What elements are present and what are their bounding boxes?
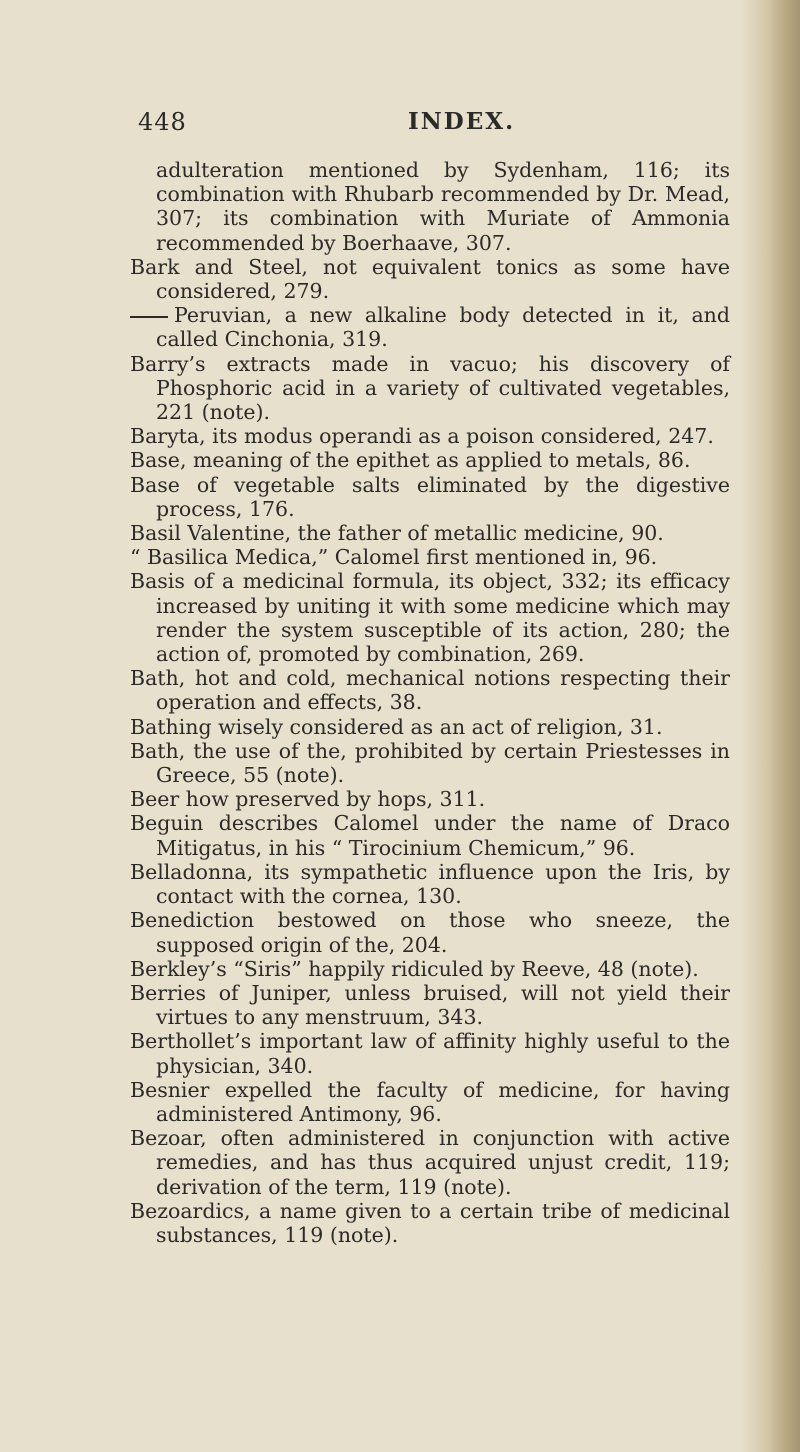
index-entry: Basil Valentine, the father of metallic medicine, 90. <box>130 521 664 546</box>
index-entry: Bezoardics, a name given to a certain tribe of medicinal substances, 119 (note). <box>130 1198 730 1247</box>
index-entry: “ Basilica Medica,” Calomel first mentioned in, 96. <box>130 545 658 570</box>
index-entry: Bath, hot and cold, mechanical notions respecting their operation and effects, 38. <box>130 666 730 715</box>
index-entry: Bathing wisely considered as an act of religion, 31. <box>130 714 663 739</box>
index-entry: Berkley’s “Siris” happily ridiculed by Reeve, 48 (note). <box>130 956 699 981</box>
index-entry-text: Peruvian, a new alkaline body detected in it, and called Cinchonia, 319. <box>156 303 730 352</box>
page-edge-shading <box>740 0 800 1452</box>
page-number: 448 <box>138 108 187 136</box>
index-entry: Besnier expelled the faculty of medicine, for having administered Antimony, 96. <box>130 1077 730 1126</box>
index-entry: Base, meaning of the epithet as applied to metals, 86. <box>130 448 691 473</box>
ditto-dash <box>130 316 168 318</box>
index-entry: Bark and Steel, not equivalent tonics as some have considered, 279. <box>130 254 730 304</box>
index-entries <box>130 158 730 1247</box>
running-head: INDEX. <box>408 108 516 135</box>
index-entry: Berthollet’s important law of affinity highly useful to the physician, 340. <box>130 1029 730 1078</box>
index-entry: Beguin describes Calomel under the name of Draco Mitigatus, in his “ Tirocinium Chemicum,” 96. <box>130 811 730 860</box>
page-header <box>138 108 698 144</box>
index-entry: Basis of a medicinal formula, its object, 332; its efficacy increased by uniting it with some medicine which may render the system susceptible of its action, 280; the action of, promoted by combination, 269. <box>130 569 730 667</box>
index-entry: Barry’s extracts made in vacuo; his discovery of Phosphoric acid in a variety of cultivated vegetables, 221 (note). <box>130 351 730 425</box>
index-entry: Base of vegetable salts eliminated by the digestive process, 176. <box>130 472 730 521</box>
index-entry: Bezoar, often administered in conjunction with active remedies, and has thus acquired unjust credit, 119; derivation of the term, 119 (note). <box>130 1126 730 1199</box>
index-entry: Bath, the use of the, prohibited by certain Priestesses in Greece, 55 (note). <box>130 738 730 788</box>
index-entry: Benediction bestowed on those who sneeze, the supposed origin of the, 204. <box>130 908 730 957</box>
index-entry: Beer how preserved by hops, 311. <box>130 787 486 812</box>
index-entry: Belladonna, its sympathetic influence upon the Iris, by contact with the cornea, 130. <box>130 859 730 909</box>
index-entry: adulteration mentioned by Sydenham, 116; its combination with Rhubarb recommended by Dr. Mead, 307; its combination with Muriate of Ammonia recommended by Boerhaave, 307. <box>156 158 730 255</box>
index-subentry <box>130 303 730 351</box>
index-entry: Baryta, its modus operandi as a poison considered, 247. <box>130 424 714 449</box>
index-entry: Berries of Juniper, unless bruised, will not yield their virtues to any menstruum, 343. <box>130 980 730 1030</box>
